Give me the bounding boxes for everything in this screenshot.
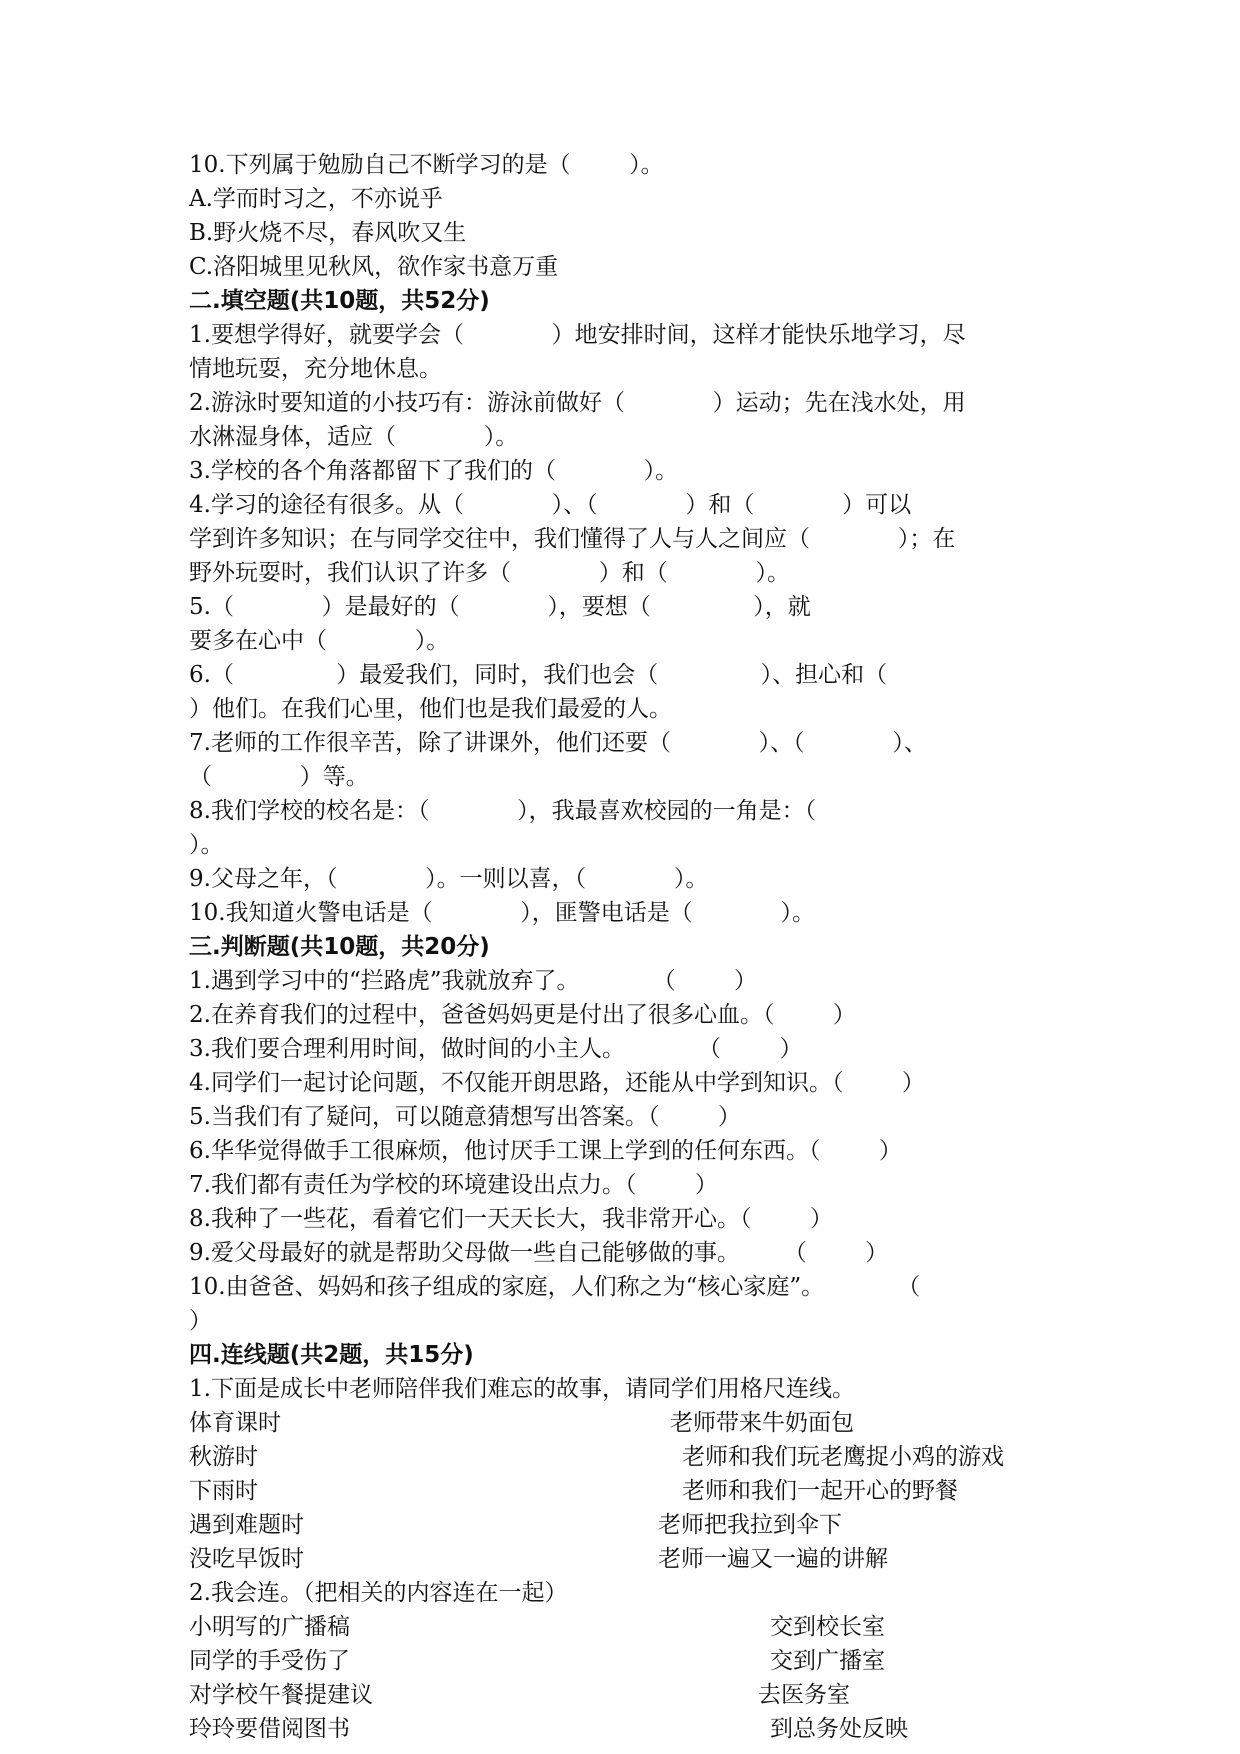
match-row [189, 1508, 1069, 1542]
text-line: 7.老师的工作很辛苦，除了讲课外，他们还要（ ）、（ ）、 [189, 730, 927, 756]
text-line: 8.我种了一些花，看着它们一天天长大，我非常开心。（ ） [189, 1206, 833, 1232]
text-line: 5.（ ）是最好的（ ），要想（ ），就 [189, 594, 811, 620]
match-left-item: 对学校午餐提建议 [189, 1682, 373, 1708]
match-right-item: 到总务处反映 [770, 1716, 908, 1742]
text-line: ） [189, 1308, 212, 1334]
match-right-item: 交到广播室 [770, 1648, 885, 1674]
text-line: ）。 [189, 832, 224, 858]
match-left-item: 秋游时 [189, 1444, 258, 1470]
match-row [189, 1678, 1069, 1712]
match-left-item: 同学的手受伤了 [189, 1648, 350, 1674]
match-row [189, 1406, 1069, 1440]
text-line: 9.父母之年，（ ）。一则以喜，（ ）。 [189, 866, 709, 892]
match-right-item: 去医务室 [758, 1682, 850, 1708]
text-line: 6.（ ）最爱我们，同时，我们也会（ ）、担心和（ [189, 662, 888, 688]
text-line: 10.由爸爸、妈妈和孩子组成的家庭，人们称之为“核心家庭”。 （ [189, 1274, 921, 1300]
fill-section [189, 284, 1069, 930]
question-prompt: 1.下面是成长中老师陪伴我们难忘的故事，请同学们用格尺连线。 [189, 1376, 855, 1402]
match-left-item: 遇到难题时 [189, 1512, 304, 1538]
match-right-item: 老师带来牛奶面包 [670, 1410, 854, 1436]
text-line: ）他们。在我们心里，他们也是我们最爱的人。 [189, 696, 672, 722]
section-heading: 四.连线题(共2题，共15分) [189, 1342, 474, 1368]
match-right-item: 交到校长室 [770, 1614, 885, 1640]
match-right-item: 老师把我拉到伞下 [658, 1512, 842, 1538]
match-row [189, 1542, 1069, 1576]
option-c: C.洛阳城里见秋风，欲作家书意万重 [189, 254, 559, 280]
text-line: 1.要想学得好，就要学会（ ）地安排时间，这样才能快乐地学习，尽 [189, 322, 966, 348]
match-left-item: 体育课时 [189, 1410, 281, 1436]
text-line: 野外玩耍时，我们认识了许多（ ）和（ ）。 [189, 560, 790, 586]
match-left-item: 下雨时 [189, 1478, 258, 1504]
question-prompt: 2.我会连。（把相关的内容连在一起） [189, 1580, 568, 1606]
text-line: 要多在心中（ ）。 [189, 628, 450, 654]
match-row [189, 1610, 1069, 1644]
match-left-item: 小明写的广播稿 [189, 1614, 350, 1640]
match-left-item: 没吃早饭时 [189, 1546, 304, 1572]
text-line: （ ）等。 [189, 764, 369, 790]
match-row [189, 1474, 1069, 1508]
exam-page [189, 148, 1069, 1746]
text-line: 水淋湿身体，适应（ ）。 [189, 424, 519, 450]
text-line: 6.华华觉得做手工很麻烦，他讨厌手工课上学到的任何东西。（ ） [189, 1138, 902, 1164]
section-heading: 二.填空题(共10题，共52分) [189, 288, 490, 314]
match-right-item: 老师和我们玩老鹰捉小鸡的游戏 [682, 1444, 1004, 1470]
text-line: 5.当我们有了疑问，可以随意猜想写出答案。（ ） [189, 1104, 741, 1130]
option-a: A.学而时习之，不亦说乎 [189, 186, 443, 212]
text-line: 3.学校的各个角落都留下了我们的（ ）。 [189, 458, 679, 484]
text-line: 2.游泳时要知道的小技巧有：游泳前做好（ ）运动；先在浅水处，用 [189, 390, 966, 416]
judge-section [189, 930, 1069, 1338]
match-section [189, 1338, 1069, 1746]
text-line: 8.我们学校的校名是：（ ），我最喜欢校园的一角是：（ [189, 798, 817, 824]
text-line: 1.遇到学习中的“拦路虎”我就放弃了。 （ ） [189, 968, 758, 994]
text-line: 4.同学们一起讨论问题，不仅能开朗思路，还能从中学到知识。（ ） [189, 1070, 925, 1096]
match-left-item: 玲玲要借阅图书 [189, 1716, 350, 1742]
text-line: 4.学习的途径有很多。从（ ）、（ ）和（ ）可以 [189, 492, 912, 518]
match-right-item: 老师和我们一起开心的野餐 [682, 1478, 958, 1504]
text-line: 10.我知道火警电话是（ ），匪警电话是（ ）。 [189, 900, 816, 926]
text-line: 3.我们要合理利用时间，做时间的小主人。 （ ） [189, 1036, 803, 1062]
text-line: 情地玩耍，充分地休息。 [189, 356, 442, 382]
text-line: 7.我们都有责任为学校的环境建设出点力。（ ） [189, 1172, 718, 1198]
option-b: B.野火烧不尽，春风吹又生 [189, 220, 467, 246]
section-heading: 三.判断题(共10题，共20分) [189, 934, 490, 960]
choice-section-tail [189, 148, 1069, 284]
match-row [189, 1712, 1069, 1746]
text-line: 学到许多知识；在与同学交往中，我们懂得了人与人之间应（ ）；在 [189, 526, 956, 552]
match-row [189, 1440, 1069, 1474]
text-line: 2.在养育我们的过程中，爸爸妈妈更是付出了很多心血。（ ） [189, 1002, 856, 1028]
match-right-item: 老师一遍又一遍的讲解 [658, 1546, 888, 1572]
question-text: 10.下列属于勉励自己不断学习的是（ ）。 [189, 152, 664, 178]
match-row [189, 1644, 1069, 1678]
text-line: 9.爱父母最好的就是帮助父母做一些自己能够做的事。 （ ） [189, 1240, 889, 1266]
